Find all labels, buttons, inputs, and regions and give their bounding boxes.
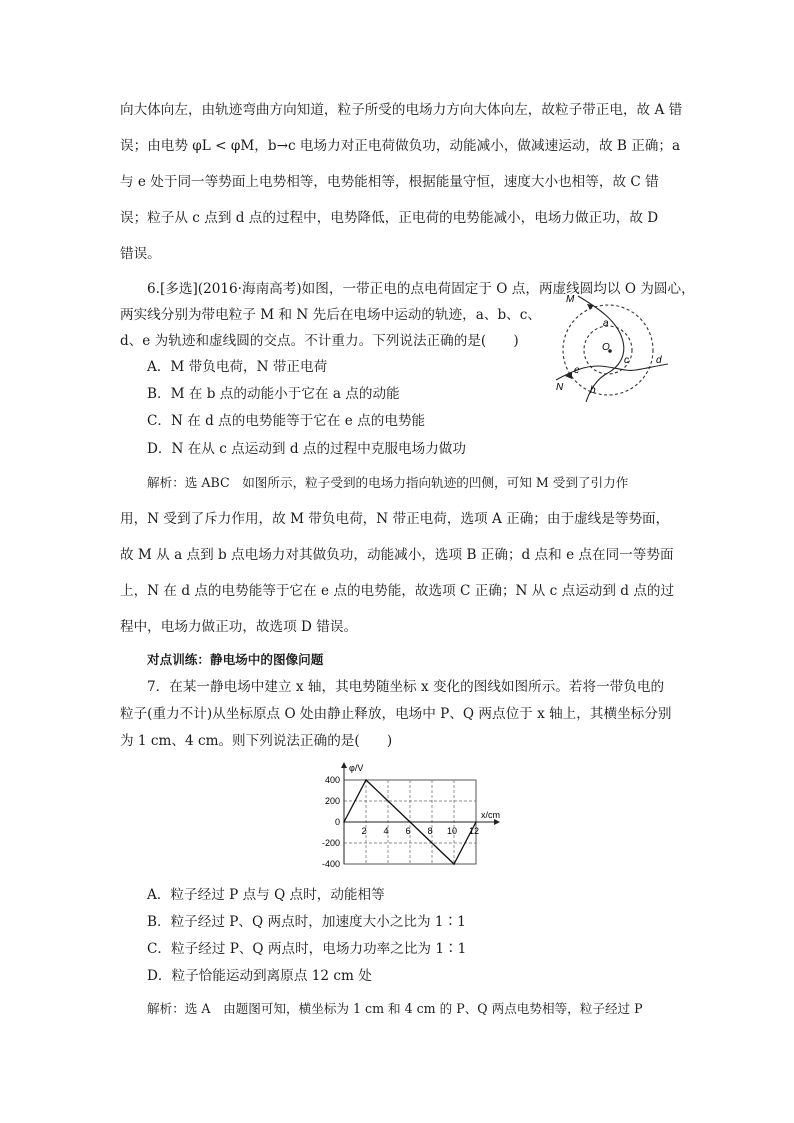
potential-data-point xyxy=(475,821,477,823)
q7-solution-line: 解析：选 A 由题图可知，横坐标为 1 cm 和 4 cm 的 P、Q 两点电势相等，粒子经过 P xyxy=(147,1001,643,1016)
y-axis-label: φ/V xyxy=(349,763,364,773)
label-b: b xyxy=(590,385,596,396)
x-tick-label: 8 xyxy=(427,826,433,836)
y-tick-label: 0 xyxy=(334,817,340,827)
potential-data-point xyxy=(365,779,367,781)
arrow-n-icon xyxy=(565,372,572,379)
q6-solution-line: 故 M 从 a 点到 b 点电场力对其做负功，动能减小，选项 B 正确；d 点和 e 点在同一等势面 xyxy=(120,547,674,563)
q6-stem-line: 6.[多选](2016·海南高考)如图，一带正电的点电荷固定于 O 点，两虚线圆均以 O 为圆心， xyxy=(147,281,695,297)
prev-solution-line: 与 e 处于同一等势面上电势相等，电势能相等，根据能量守恒，速度大小也相等，故 C 错 xyxy=(120,174,659,190)
y-axis-arrow-icon xyxy=(341,762,347,768)
y-tick-label: -400 xyxy=(321,859,340,869)
q7-stem-line: 7．在某一静电场中建立 x 轴，其电势随坐标 x 变化的图线如图所示。若将一带负电的 xyxy=(147,679,665,695)
prev-solution-line: 错误。 xyxy=(120,246,161,262)
label-e: e xyxy=(574,365,580,376)
potential-data-point xyxy=(343,821,345,823)
section-title: 对点训练：静电场中的图像问题 xyxy=(147,652,324,667)
q6-option-d: D．N 在从 c 点运动到 d 点的过程中克服电场力做功 xyxy=(147,441,466,457)
prev-solution-line: 向大体向左，由轨迹弯曲方向知道，粒子所受的电场力方向大体向左，故粒子带正电，故 A 错 xyxy=(120,102,683,118)
q6-trajectory-figure xyxy=(550,290,674,402)
x-tick-label: 10 xyxy=(446,826,458,836)
potential-data-point xyxy=(453,863,455,865)
q7-option-b: B．粒子经过 P、Q 两点时，加速度大小之比为 1∶1 xyxy=(147,914,466,930)
q6-stem-line: d、e 为轨迹和虚线圆的交点。不计重力。下列说法正确的是( ) xyxy=(120,333,519,349)
q7-option-a: A．粒子经过 P 点与 Q 点时，动能相等 xyxy=(147,887,385,903)
q6-option-b: B．M 在 b 点的动能小于它在 a 点的动能 xyxy=(147,386,400,402)
arrow-m-icon xyxy=(587,304,594,310)
y-tick-label: -200 xyxy=(321,838,340,848)
q7-stem-line: 粒子(重力不计)从坐标原点 O 处由静止释放，电场中 P、Q 两点位于 x 轴上，其横坐标分别 xyxy=(120,706,672,722)
x-tick-label: 12 xyxy=(468,826,480,836)
label-a: a xyxy=(603,318,609,329)
label-c: c xyxy=(624,355,629,366)
label-o: O xyxy=(602,342,610,353)
y-tick-label: 200 xyxy=(324,796,340,806)
label-m: M xyxy=(566,294,575,305)
prev-solution-line: 误；由电势 φL < φM，b→c 电场力对正电荷做负功，动能减小，做减速运动，故 B 正确；a xyxy=(120,138,681,154)
q6-stem-line: 两实线分别为带电粒子 M 和 N 先后在电场中运动的轨迹，a、b、c、 xyxy=(120,307,541,323)
q6-option-c: C．N 在 d 点的电势能等于它在 e 点的电势能 xyxy=(147,413,426,429)
x-tick-label: 4 xyxy=(383,826,389,836)
prev-solution-line: 误；粒子从 c 点到 d 点的过程中，电势降低，正电荷的电势能减小，电场力做正功，故 D xyxy=(120,210,659,226)
q7-stem-line: 为 1 cm、4 cm。则下列说法正确的是( ) xyxy=(120,733,393,749)
x-axis-label: x/cm xyxy=(481,810,500,820)
q6-solution-line: 上，N 在 d 点的电势能等于它在 e 点的电势能，故选项 C 正确；N 从 c 点运动到 d 点的过 xyxy=(120,583,675,599)
q6-solution-line: 用，N 受到了斥力作用，故 M 带负电荷，N 带正电荷，选项 A 正确；由于虚线是等势面， xyxy=(120,511,670,527)
x-tick-label: 6 xyxy=(405,826,411,836)
q6-solution-line: 程中，电场力做正功，故选项 D 错误。 xyxy=(120,619,358,635)
y-tick-label: 400 xyxy=(324,775,340,785)
q6-solution-line: 解析：选 ABC 如图所示，粒子受到的电场力指向轨迹的凹侧，可知 M 受到了引力作 xyxy=(147,475,629,490)
label-d: d xyxy=(656,355,662,366)
q7-potential-chart xyxy=(300,756,520,876)
q7-option-d: D．粒子恰能运动到离原点 12 cm 处 xyxy=(147,968,372,984)
q6-option-a: A．M 带负电荷，N 带正电荷 xyxy=(147,359,328,375)
label-n: N xyxy=(556,382,564,393)
q7-option-c: C．粒子经过 P、Q 两点时，电场力功率之比为 1∶1 xyxy=(147,941,467,957)
x-tick-label: 2 xyxy=(361,826,367,836)
